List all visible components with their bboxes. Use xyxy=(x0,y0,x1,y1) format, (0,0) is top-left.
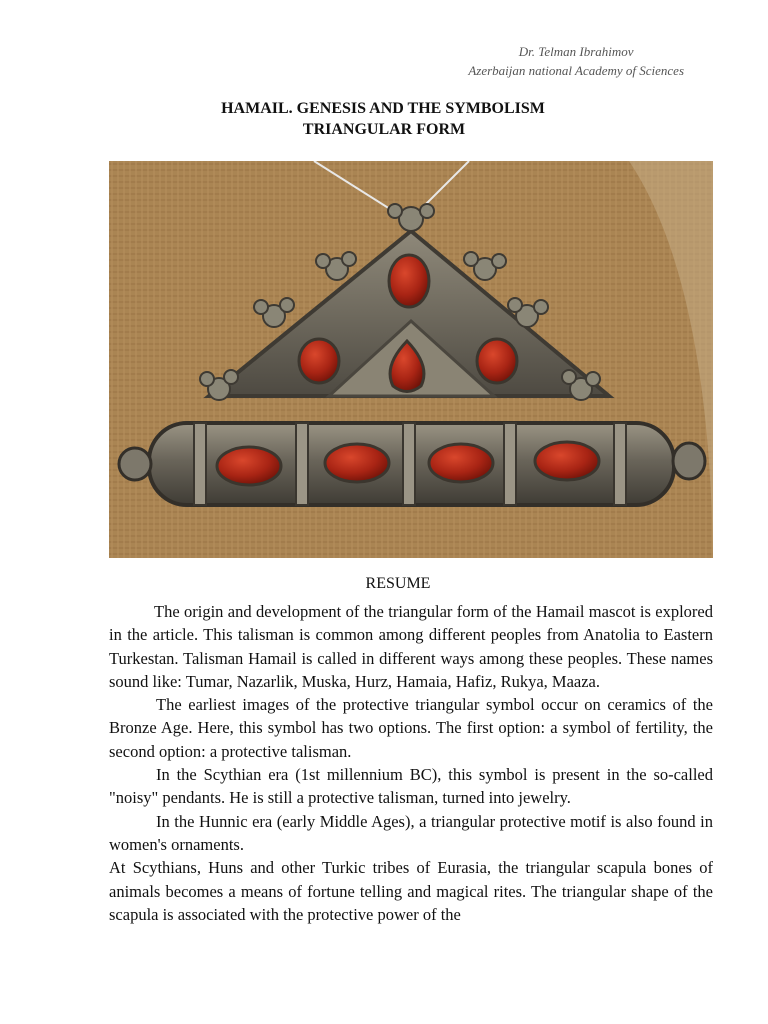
paragraph-3: In the Scythian era (1st millennium BC), this symbol is present in the so-called "noisy" pendants. He is still a protective talisman, turned into jewelry. xyxy=(109,765,713,808)
resume-heading: RESUME xyxy=(365,575,431,592)
paragraph-5: At Scythians, Huns and other Turkic tribes of Eurasia, the triangular scapula bones of animals becomes a means of fortune telling and magical rites. The triangular shape of the scapula is associated with the protective power of the xyxy=(109,858,713,924)
title-line-1: HAMAIL. GENESIS AND THE SYMBOLISM xyxy=(221,100,545,117)
author-name: Dr. Telman Ibrahimov xyxy=(518,44,634,59)
resume-body xyxy=(109,600,713,926)
paragraph-2: The earliest images of the protective triangular symbol occur on ceramics of the Bronze Age. Here, this symbol has two options. The first option: a symbol of fertility, the second option: a protective talisman. xyxy=(109,695,713,761)
author-block xyxy=(468,42,684,80)
paragraph-1: The origin and development of the triangular form of the Hamail mascot is explored in the article. This talisman is common among different peoples from Anatolia to Eastern Turkestan. Talisman Hamail is called in different ways among these peoples. These names sound like: Tumar, Nazarlik, Muska, Hurz, Hamaia, Hafiz, Rukya, Maaza. xyxy=(109,602,713,691)
author-affiliation: Azerbaijan national Academy of Sciences xyxy=(468,63,684,78)
title-line-2: TRIANGULAR FORM xyxy=(302,121,466,138)
paragraph-4: In the Hunnic era (early Middle Ages), a triangular protective motif is also found in women's ornaments. xyxy=(109,811,713,854)
hamail-amulet-photo xyxy=(109,161,713,558)
amulet-illustration xyxy=(109,161,713,558)
paper-title xyxy=(0,98,768,140)
